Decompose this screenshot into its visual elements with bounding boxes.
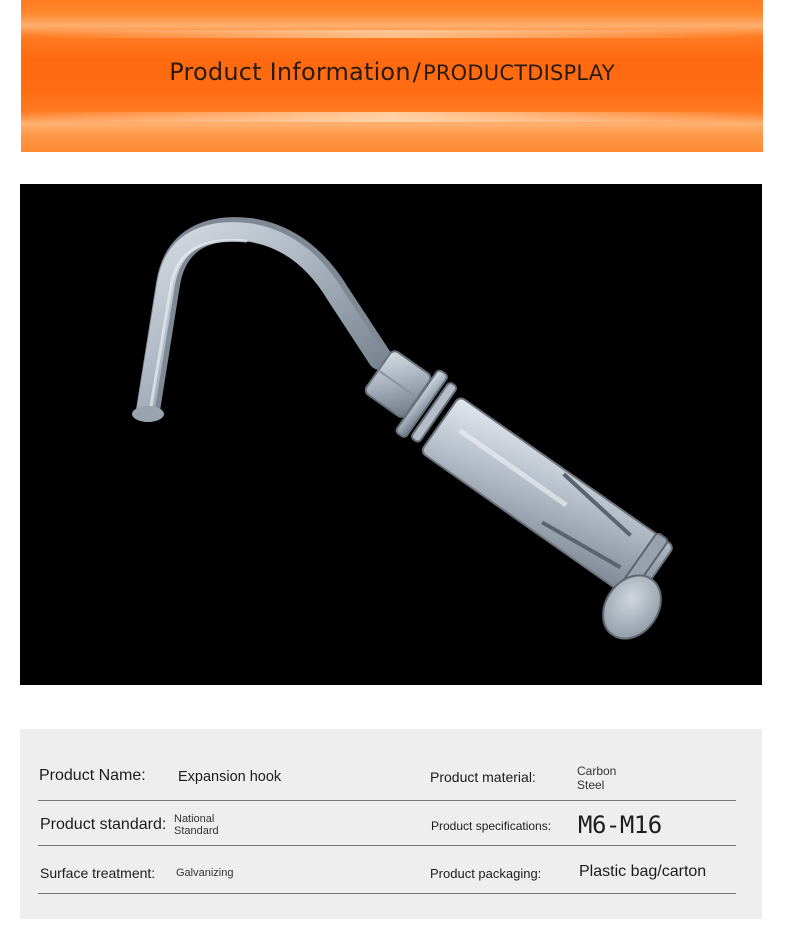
product-material-value-line2: Steel bbox=[577, 778, 605, 792]
product-name-value: Expansion hook bbox=[178, 769, 282, 785]
product-material-value bbox=[577, 764, 616, 792]
product-standard-label: Product standard: bbox=[40, 816, 167, 833]
product-name-label: Product Name: bbox=[39, 767, 146, 784]
banner-title bbox=[21, 58, 763, 86]
product-material-value-line1: Carbon bbox=[577, 764, 617, 778]
row-divider bbox=[38, 800, 736, 801]
product-specifications-value: M6-M16 bbox=[578, 811, 662, 839]
banner-title-main: Product Information bbox=[169, 58, 411, 86]
banner-title-separator: / bbox=[412, 58, 422, 86]
spec-table bbox=[20, 729, 762, 919]
expansion-hook-bolt-icon bbox=[20, 184, 762, 685]
product-photo bbox=[20, 184, 762, 685]
surface-treatment-label: Surface treatment: bbox=[40, 865, 156, 881]
row-divider bbox=[38, 845, 736, 846]
surface-treatment-value: Galvanizing bbox=[176, 867, 234, 879]
product-standard-value-line1: National bbox=[174, 813, 215, 825]
row-divider bbox=[38, 893, 736, 894]
header-banner bbox=[21, 0, 763, 152]
product-standard-value bbox=[174, 813, 219, 837]
product-standard-value-line2: Standard bbox=[174, 825, 219, 837]
product-packaging-value: Plastic bag/carton bbox=[579, 863, 707, 880]
banner-title-sub: PRODUCTDISPLAY bbox=[423, 61, 615, 85]
product-specifications-label: Product specifications: bbox=[431, 819, 552, 833]
product-packaging-label: Product packaging: bbox=[430, 866, 542, 881]
product-material-label: Product material: bbox=[430, 769, 536, 785]
